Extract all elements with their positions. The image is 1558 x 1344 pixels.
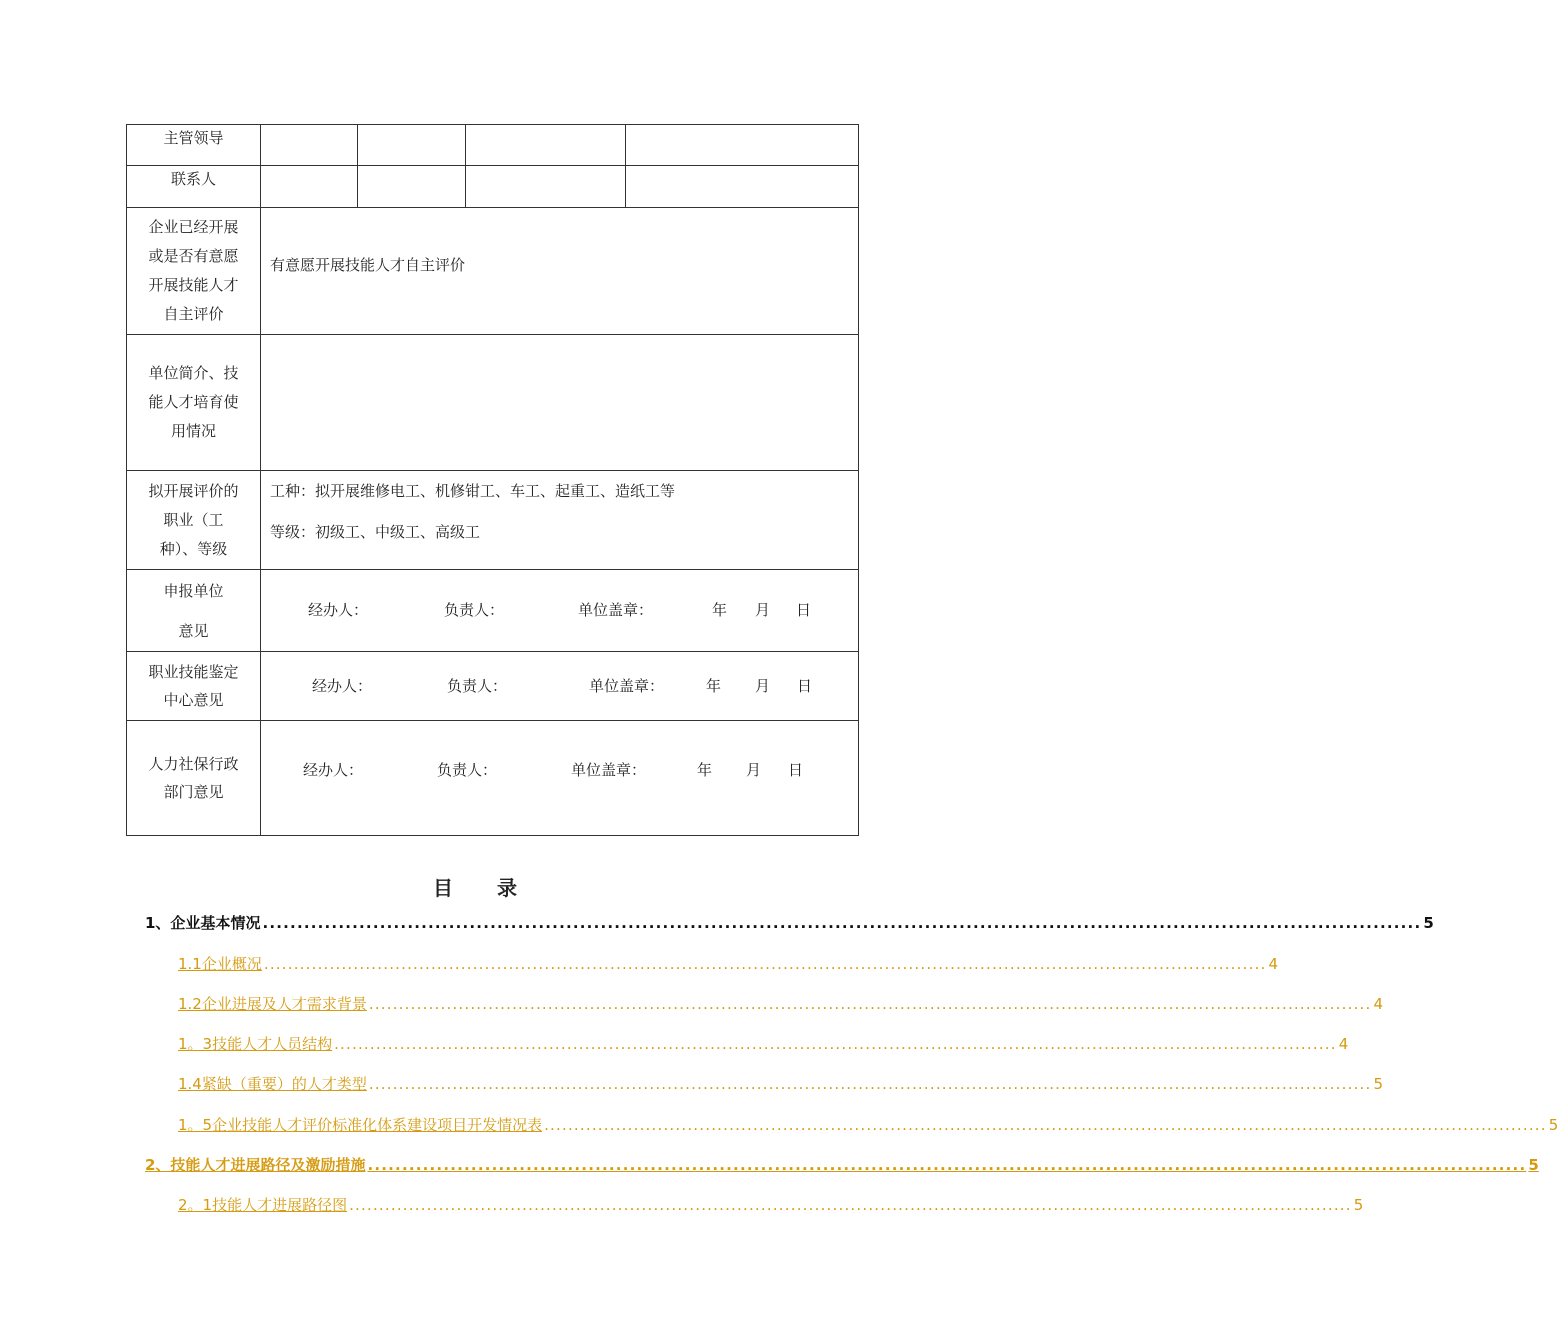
label-line: 职业技能鉴定 <box>148 663 239 681</box>
level-line: 等级：初级工、中级工、高级工 <box>270 523 481 541</box>
applicant-opinion-signature <box>261 570 859 652</box>
responsible-label: 负责人： <box>447 676 508 695</box>
toc-leader-dots: ........................................................................................................................................................................ <box>262 914 1422 932</box>
table-row <box>127 166 859 208</box>
toc-entry-1-3[interactable] <box>178 1034 1349 1054</box>
self-evaluation-text: 有意愿开展技能人才自主评价 <box>270 255 466 274</box>
label-line: 意见 <box>178 621 209 640</box>
table-cell <box>626 125 859 166</box>
toc-page-number: 4 <box>1373 995 1384 1013</box>
toc-entry-2[interactable] <box>145 1155 1539 1175</box>
toc-page-number: 4 <box>1338 1035 1349 1053</box>
label-line: 职业（工 <box>163 510 224 529</box>
toc-page-number: 5 <box>1528 1156 1539 1174</box>
seal-label: 单位盖章： <box>578 601 654 619</box>
occupation-level-content <box>261 471 859 570</box>
label-line: 企业已经开展 <box>148 218 239 236</box>
row-label-contact: 联系人 <box>127 166 261 208</box>
toc-entry-link[interactable]: 1.4紧缺（重要）的人才类型 <box>178 1075 367 1093</box>
handler-label: 经办人： <box>312 676 373 695</box>
responsible-label: 负责人： <box>437 760 498 779</box>
row-label-self-evaluation <box>127 208 261 335</box>
handler-label: 经办人： <box>303 760 364 779</box>
table-cell <box>626 166 859 208</box>
table-cell <box>466 125 626 166</box>
toc-entry-2-1[interactable] <box>178 1195 1364 1215</box>
company-intro-content <box>261 335 859 471</box>
label-line: 或是否有意愿 <box>148 247 239 265</box>
info-form-table <box>126 124 859 836</box>
toc-leader-dots: ........................................................................................................................................................................ <box>367 1156 1527 1174</box>
toc-leader-dots: ........................................................................................................................................................................ <box>544 1116 1547 1134</box>
toc-entry-1-4[interactable] <box>178 1074 1384 1094</box>
toc-leader-dots: ........................................................................................................................................................................ <box>368 1075 1372 1093</box>
toc-entry-link[interactable]: 2。1技能人才进展路径图 <box>178 1196 348 1214</box>
table-cell <box>358 166 466 208</box>
hr-dept-signature <box>261 721 859 836</box>
toc-entry-1-1[interactable] <box>178 954 1279 974</box>
toc-entry-1-2[interactable] <box>178 994 1384 1014</box>
table-cell <box>261 125 358 166</box>
toc-title <box>0 872 950 901</box>
seal-label: 单位盖章： <box>589 676 665 695</box>
appraisal-center-signature <box>261 652 859 721</box>
row-label-hr-dept-opinion <box>127 721 261 836</box>
handler-label: 经办人： <box>308 601 369 619</box>
occupation-line: 工种：拟开展维修电工、机修钳工、车工、起重工、造纸工等 <box>270 482 676 500</box>
table-row <box>127 570 859 652</box>
toc-entry-link[interactable]: 1.1企业概况 <box>178 955 262 973</box>
row-label-appraisal-center-opinion <box>127 652 261 721</box>
table-cell <box>466 166 626 208</box>
responsible-label: 负责人： <box>444 601 505 619</box>
day-label: 日 <box>788 760 804 779</box>
row-label-applicant-opinion <box>127 570 261 652</box>
label-line: 部门意见 <box>163 783 224 801</box>
toc-page-number: 5 <box>1423 914 1434 932</box>
year-label: 年 <box>706 676 722 695</box>
month-label: 月 <box>755 601 771 619</box>
toc-entry-link[interactable]: 1。5企业技能人才评价标准化体系建设项目开发情况表 <box>178 1116 543 1134</box>
table-cell <box>358 125 466 166</box>
toc-leader-dots: ........................................................................................................................................................................ <box>334 1035 1337 1053</box>
table-row <box>127 652 859 721</box>
table-row <box>127 335 859 471</box>
table-row <box>127 208 859 335</box>
label-line: 能人才培育使 <box>148 393 239 411</box>
toc-entry-text[interactable]: 1、企业基本情况 <box>145 914 261 932</box>
toc-leader-dots: ........................................................................................................................................................................ <box>368 995 1372 1013</box>
label-line: 人力社保行政 <box>148 755 239 773</box>
month-label: 月 <box>746 760 762 779</box>
label-line: 自主评价 <box>163 305 224 323</box>
toc-title-char: 目 <box>433 876 453 900</box>
toc-leader-dots: ........................................................................................................................................................................ <box>349 1196 1352 1214</box>
label-line: 单位简介、技 <box>148 364 239 382</box>
seal-label: 单位盖章： <box>571 760 647 779</box>
toc-entry-1-5[interactable] <box>178 1115 1558 1135</box>
row-label-supervisor: 主管领导 <box>127 125 261 166</box>
label-line: 开展技能人才 <box>148 276 239 294</box>
row-label-occupation-level <box>127 471 261 570</box>
toc-page-number: 5 <box>1548 1116 1558 1134</box>
toc-leader-dots: ........................................................................................................................................................................ <box>263 955 1267 973</box>
month-label: 月 <box>755 676 771 695</box>
table-row <box>127 471 859 570</box>
table-cell <box>261 166 358 208</box>
toc-entry-link[interactable]: 1.2企业进展及人才需求背景 <box>178 995 367 1013</box>
toc-title-char: 录 <box>497 876 517 900</box>
toc-page-number: 5 <box>1353 1196 1364 1214</box>
toc-entry-link[interactable]: 2、技能人才进展路径及激励措施 <box>145 1156 366 1174</box>
toc-entry-link[interactable]: 1。3技能人才人员结构 <box>178 1035 333 1053</box>
toc-page-number: 5 <box>1373 1075 1384 1093</box>
label-line: 拟开展评价的 <box>148 481 239 500</box>
toc-entry-1[interactable] <box>145 913 1434 933</box>
year-label: 年 <box>697 760 713 779</box>
label-line: 中心意见 <box>163 691 224 709</box>
toc-page-number: 4 <box>1268 955 1279 973</box>
self-evaluation-content <box>261 208 859 335</box>
label-line: 用情况 <box>170 422 216 440</box>
table-row <box>127 125 859 166</box>
label-line: 申报单位 <box>163 581 224 600</box>
row-label-company-intro <box>127 335 261 471</box>
label-line: 种）、等级 <box>159 539 228 558</box>
day-label: 日 <box>797 676 813 695</box>
table-row <box>127 721 859 836</box>
day-label: 日 <box>796 601 812 619</box>
year-label: 年 <box>712 601 728 619</box>
